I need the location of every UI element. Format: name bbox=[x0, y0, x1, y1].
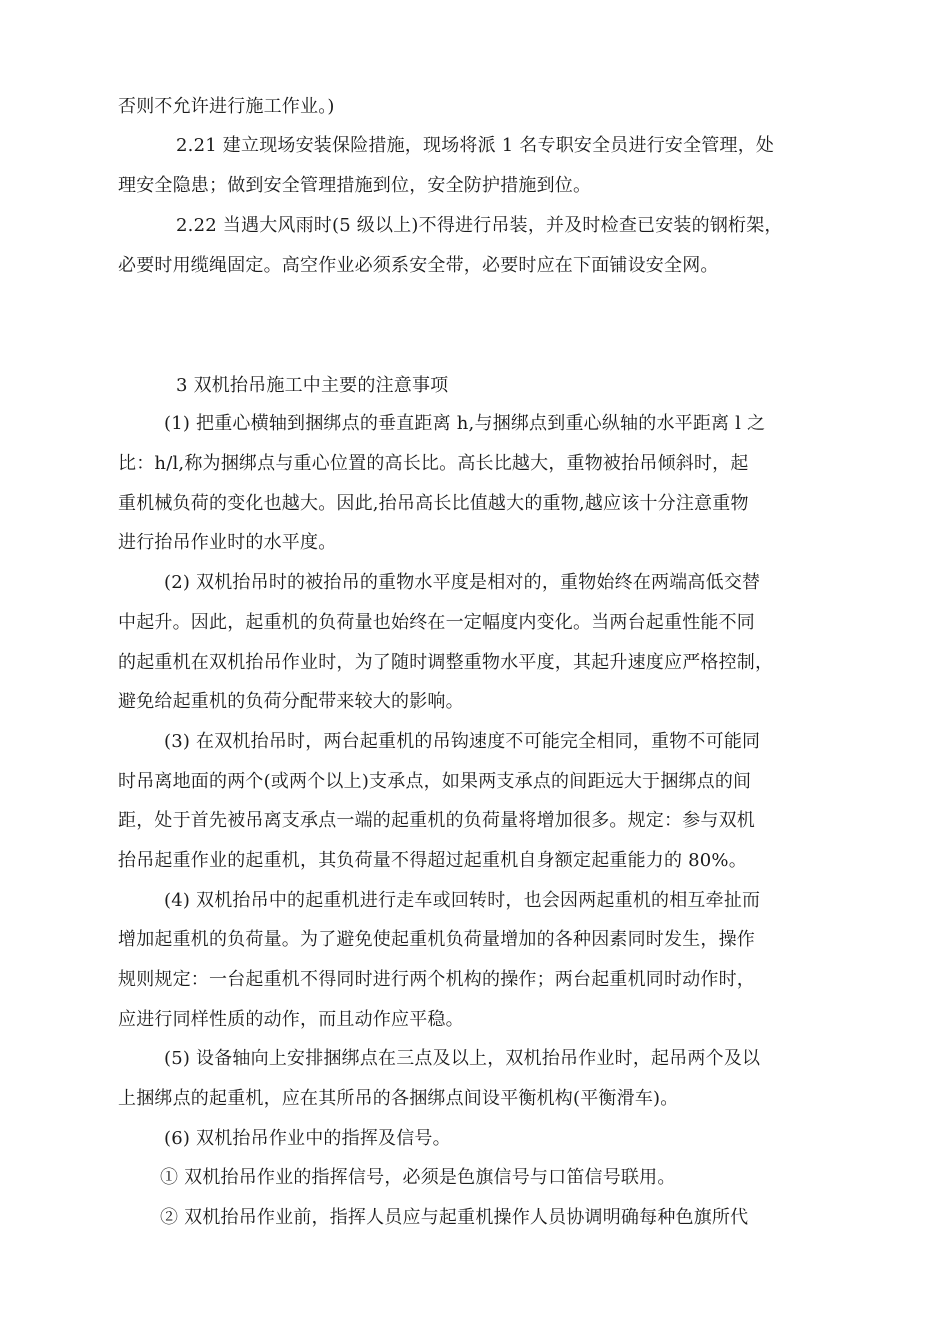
text-line: 中起升。因此，起重机的负荷量也始终在一定幅度内变化。当两台起重性能不同 bbox=[118, 612, 755, 633]
text-line: 否则不允许进行施工作业。) bbox=[118, 96, 335, 117]
text-line: 抬吊起重作业的起重机，其负荷量不得超过起重机自身额定起重能力的 80%。 bbox=[118, 850, 747, 871]
text-line: 重机械负荷的变化也越大。因此,抬吊高长比值越大的重物,越应该十分注意重物 bbox=[118, 493, 749, 514]
text-line: (2) 双机抬吊时的被抬吊的重物水平度是相对的，重物始终在两端高低交替 bbox=[164, 572, 761, 593]
text-line: 增加起重机的负荷量。为了避免使起重机负荷量增加的各种因素同时发生，操作 bbox=[118, 929, 755, 950]
text-line: 距，处于首先被吊离支承点一端的起重机的负荷量将增加很多。规定：参与双机 bbox=[118, 810, 755, 831]
text-line: 上捆绑点的起重机，应在其所吊的各捆绑点间设平衡机构(平衡滑车)。 bbox=[118, 1088, 679, 1109]
list-item: ① 双机抬吊作业的指挥信号，必须是色旗信号与口笛信号联用。 bbox=[160, 1167, 676, 1188]
text-line: 2.21 建立现场安装保险措施，现场将派 1 名专职安全员进行安全管理，处 bbox=[176, 135, 775, 156]
text-line: 比：h/l,称为捆绑点与重心位置的高长比。高长比越大，重物被抬吊倾斜时，起 bbox=[118, 453, 749, 474]
text-line: 应进行同样性质的动作，而且动作应平稳。 bbox=[118, 1009, 464, 1030]
text-line: 2.22 当遇大风雨时(5 级以上)不得进行吊装，并及时检查已安装的钢桁架， bbox=[176, 215, 783, 236]
text-line: 理安全隐患；做到安全管理措施到位，安全防护措施到位。 bbox=[118, 175, 592, 196]
text-line: 进行抬吊作业时的水平度。 bbox=[118, 532, 337, 553]
section-heading: 3 双机抬吊施工中主要的注意事项 bbox=[176, 375, 449, 396]
text-line: (1) 把重心横轴到捆绑点的垂直距离 h,与捆绑点到重心纵轴的水平距离 l 之 bbox=[164, 413, 766, 434]
text-line: 必要时用缆绳固定。高空作业必须系安全带，必要时应在下面铺设安全网。 bbox=[118, 255, 719, 276]
text-line: (3) 在双机抬吊时，两台起重机的吊钩速度不可能完全相同，重物不可能同 bbox=[164, 731, 761, 752]
text-line: 时吊离地面的两个(或两个以上)支承点，如果两支承点的间距远大于捆绑点的间 bbox=[118, 771, 752, 792]
text-line: 的起重机在双机抬吊作业时，为了随时调整重物水平度，其起升速度应严格控制， bbox=[118, 652, 774, 673]
text-line: (4) 双机抬吊中的起重机进行走车或回转时，也会因两起重机的相互牵扯而 bbox=[164, 890, 761, 911]
list-item: ② 双机抬吊作业前，指挥人员应与起重机操作人员协调明确每种色旗所代 bbox=[160, 1207, 749, 1228]
text-line: 避免给起重机的负荷分配带来较大的影响。 bbox=[118, 691, 464, 712]
text-line: 规则规定：一台起重机不得同时进行两个机构的操作；两台起重机同时动作时， bbox=[118, 969, 755, 990]
text-line: (6) 双机抬吊作业中的指挥及信号。 bbox=[164, 1128, 451, 1149]
text-line: (5) 设备轴向上安排捆绑点在三点及以上，双机抬吊作业时，起吊两个及以 bbox=[164, 1048, 761, 1069]
